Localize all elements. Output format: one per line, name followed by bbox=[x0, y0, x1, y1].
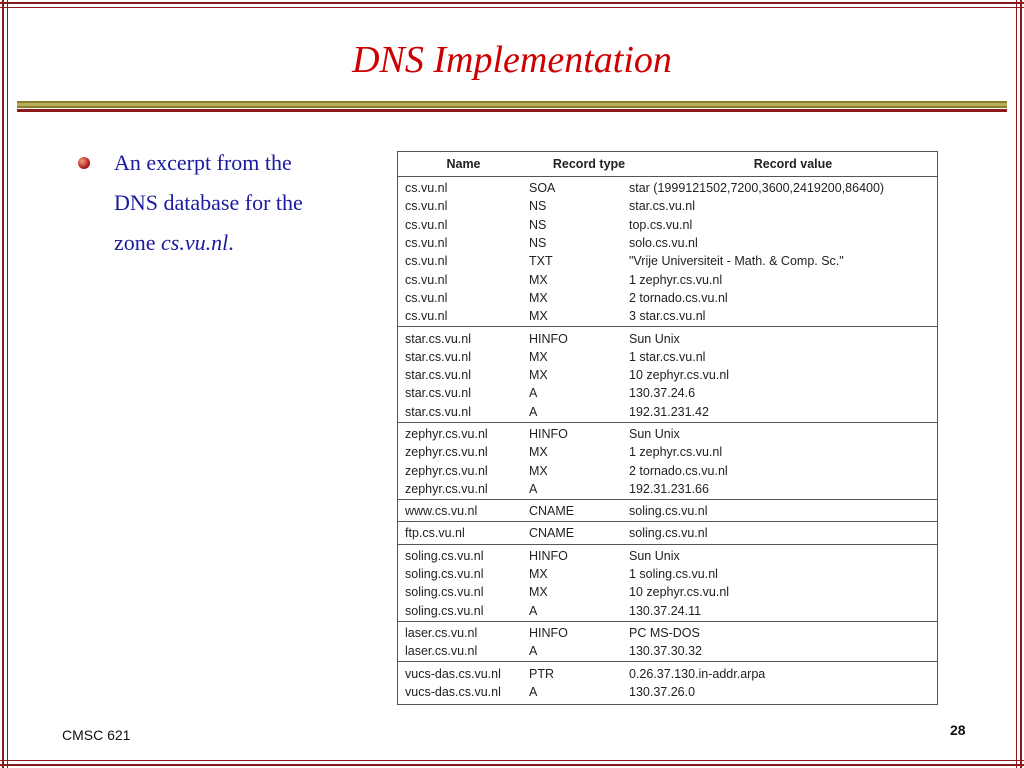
cell-record-type: MX bbox=[529, 463, 548, 478]
table-row bbox=[398, 443, 937, 461]
cell-record-value: 130.37.24.11 bbox=[629, 603, 702, 618]
cell-record-value: 192.31.231.66 bbox=[629, 481, 709, 496]
cell-record-value: Sun Unix bbox=[629, 548, 680, 563]
cell-record-value: 2 tornado.cs.vu.nl bbox=[629, 463, 728, 478]
table-header bbox=[398, 152, 937, 177]
left-border-outer bbox=[2, 0, 4, 768]
table-row bbox=[398, 403, 937, 421]
cell-name: cs.vu.nl bbox=[405, 290, 448, 305]
cell-record-type: A bbox=[529, 684, 538, 699]
table-row bbox=[398, 480, 937, 498]
cell-record-type: TXT bbox=[529, 254, 553, 269]
cell-name: laser.cs.vu.nl bbox=[405, 644, 478, 659]
cell-record-value: 1 zephyr.cs.vu.nl bbox=[629, 272, 723, 287]
title-rule-shadow bbox=[17, 109, 1007, 112]
table-row bbox=[398, 366, 937, 384]
bullet-icon bbox=[78, 157, 90, 169]
cell-name: vucs-das.cs.vu.nl bbox=[405, 684, 501, 699]
cell-record-type: MX bbox=[529, 349, 548, 364]
record-group bbox=[398, 522, 937, 544]
header-name: Name bbox=[446, 157, 481, 171]
table-row bbox=[398, 624, 937, 642]
bullet-text bbox=[114, 143, 324, 263]
cell-name: www.cs.vu.nl bbox=[405, 504, 478, 519]
cell-name: zephyr.cs.vu.nl bbox=[405, 481, 488, 496]
table-row bbox=[398, 234, 937, 252]
cell-record-type: CNAME bbox=[529, 526, 575, 541]
table-row bbox=[398, 425, 937, 443]
cell-record-value: 10 zephyr.cs.vu.nl bbox=[629, 368, 730, 383]
title-rule bbox=[17, 101, 1007, 108]
dns-records-table bbox=[397, 151, 938, 705]
cell-name: star.cs.vu.nl bbox=[405, 386, 471, 401]
cell-name: cs.vu.nl bbox=[405, 217, 448, 232]
cell-record-value: 1 zephyr.cs.vu.nl bbox=[629, 445, 723, 460]
cell-name: cs.vu.nl bbox=[405, 309, 448, 324]
bottom-border-inner bbox=[0, 760, 1024, 761]
cell-record-value: 0.26.37.130.in-addr.arpa bbox=[629, 666, 766, 681]
cell-record-type: MX bbox=[529, 272, 548, 287]
cell-record-type: A bbox=[529, 386, 538, 401]
header-record-type: Record type bbox=[552, 157, 626, 171]
cell-record-value: 1 soling.cs.vu.nl bbox=[629, 567, 718, 582]
cell-record-value: 192.31.231.42 bbox=[629, 404, 709, 419]
slide-title: DNS Implementation bbox=[352, 39, 672, 81]
cell-record-value: top.cs.vu.nl bbox=[629, 217, 693, 232]
cell-name: soling.cs.vu.nl bbox=[405, 548, 484, 563]
cell-record-value: star.cs.vu.nl bbox=[629, 199, 695, 214]
right-border-inner bbox=[1016, 0, 1017, 768]
cell-name: zephyr.cs.vu.nl bbox=[405, 463, 488, 478]
cell-name: ftp.cs.vu.nl bbox=[405, 526, 465, 541]
cell-record-type: A bbox=[529, 644, 538, 659]
cell-record-type: SOA bbox=[529, 181, 556, 196]
record-group bbox=[398, 500, 937, 522]
cell-record-type: HINFO bbox=[529, 427, 568, 441]
cell-name: laser.cs.vu.nl bbox=[405, 625, 478, 640]
table-row bbox=[398, 179, 937, 197]
table-row bbox=[398, 664, 937, 682]
cell-record-type: A bbox=[529, 481, 538, 496]
cell-record-value: 130.37.30.32 bbox=[629, 644, 702, 659]
cell-record-type: MX bbox=[529, 445, 548, 460]
table-row bbox=[398, 565, 937, 583]
cell-record-value: 130.37.24.6 bbox=[629, 386, 696, 401]
table-row bbox=[398, 252, 937, 270]
cell-name: star.cs.vu.nl bbox=[405, 331, 471, 346]
header-record-value: Record value bbox=[753, 157, 833, 171]
record-group bbox=[398, 327, 937, 422]
cell-record-type: MX bbox=[529, 585, 548, 600]
cell-record-type: HINFO bbox=[529, 331, 568, 346]
bullet-period: . bbox=[228, 230, 234, 255]
cell-name: cs.vu.nl bbox=[405, 199, 448, 214]
cell-record-value: Sun Unix bbox=[629, 331, 680, 346]
cell-record-type: A bbox=[529, 404, 538, 419]
table-row bbox=[398, 307, 937, 325]
cell-record-value: "Vrije Universiteit - Math. & Comp. Sc." bbox=[629, 254, 844, 269]
table-row bbox=[398, 502, 937, 520]
cell-record-type: MX bbox=[529, 368, 548, 383]
cell-record-type: HINFO bbox=[529, 625, 568, 640]
cell-name: zephyr.cs.vu.nl bbox=[405, 445, 488, 460]
table-row bbox=[398, 216, 937, 234]
record-group bbox=[398, 662, 937, 702]
table-row bbox=[398, 583, 937, 601]
table-row bbox=[398, 602, 937, 620]
cell-name: soling.cs.vu.nl bbox=[405, 603, 484, 618]
cell-name: cs.vu.nl bbox=[405, 181, 448, 196]
cell-name: star.cs.vu.nl bbox=[405, 404, 471, 419]
table-row bbox=[398, 270, 937, 288]
record-group bbox=[398, 622, 937, 663]
cell-record-value: 1 star.cs.vu.nl bbox=[629, 349, 706, 364]
cell-record-type: A bbox=[529, 603, 538, 618]
cell-name: soling.cs.vu.nl bbox=[405, 585, 484, 600]
table-row bbox=[398, 461, 937, 479]
cell-record-value: star (1999121502,7200,3600,2419200,86400) bbox=[629, 181, 885, 196]
top-border-outer bbox=[0, 2, 1024, 4]
table-row bbox=[398, 329, 937, 347]
cell-record-type: NS bbox=[529, 199, 547, 214]
page-number: 28 bbox=[950, 722, 966, 738]
table-row bbox=[398, 197, 937, 215]
cell-name: cs.vu.nl bbox=[405, 236, 448, 251]
cell-record-value: Sun Unix bbox=[629, 427, 680, 441]
cell-name: star.cs.vu.nl bbox=[405, 349, 471, 364]
cell-name: cs.vu.nl bbox=[405, 254, 448, 269]
zone-name: cs.vu.nl bbox=[161, 230, 229, 255]
cell-record-value: soling.cs.vu.nl bbox=[629, 504, 708, 519]
cell-record-type: NS bbox=[529, 236, 547, 251]
cell-record-value: PC MS-DOS bbox=[629, 625, 700, 640]
table-row bbox=[398, 348, 937, 366]
left-border-inner bbox=[7, 0, 8, 768]
course-label: CMSC 621 bbox=[62, 727, 131, 743]
cell-record-type: MX bbox=[529, 290, 548, 305]
cell-record-value: 3 star.cs.vu.nl bbox=[629, 309, 706, 324]
bullet-text-main: An excerpt from the DNS database for the zone bbox=[114, 150, 303, 255]
cell-name: vucs-das.cs.vu.nl bbox=[405, 666, 501, 681]
bottom-border-outer bbox=[0, 764, 1024, 766]
cell-record-value: soling.cs.vu.nl bbox=[629, 526, 708, 541]
cell-record-type: MX bbox=[529, 567, 548, 582]
cell-record-type: NS bbox=[529, 217, 547, 232]
cell-record-value: solo.cs.vu.nl bbox=[629, 236, 698, 251]
table-row bbox=[398, 289, 937, 307]
cell-name: soling.cs.vu.nl bbox=[405, 567, 484, 582]
top-border-inner bbox=[0, 7, 1024, 8]
table-row bbox=[398, 642, 937, 660]
table-row bbox=[398, 384, 937, 402]
cell-record-value: 2 tornado.cs.vu.nl bbox=[629, 290, 728, 305]
cell-record-type: HINFO bbox=[529, 548, 568, 563]
cell-record-value: 130.37.26.0 bbox=[629, 684, 696, 699]
table-row bbox=[398, 524, 937, 542]
cell-name: cs.vu.nl bbox=[405, 272, 448, 287]
table-row bbox=[398, 683, 937, 701]
cell-record-type: CNAME bbox=[529, 504, 575, 519]
record-group bbox=[398, 545, 937, 622]
table-row bbox=[398, 547, 937, 565]
cell-record-type: MX bbox=[529, 309, 548, 324]
right-border-outer bbox=[1020, 0, 1022, 768]
cell-name: zephyr.cs.vu.nl bbox=[405, 427, 488, 441]
cell-name: star.cs.vu.nl bbox=[405, 368, 471, 383]
table-body bbox=[398, 177, 937, 702]
cell-record-value: 10 zephyr.cs.vu.nl bbox=[629, 585, 730, 600]
record-group bbox=[398, 423, 937, 500]
cell-record-type: PTR bbox=[529, 666, 554, 681]
record-group bbox=[398, 177, 937, 327]
